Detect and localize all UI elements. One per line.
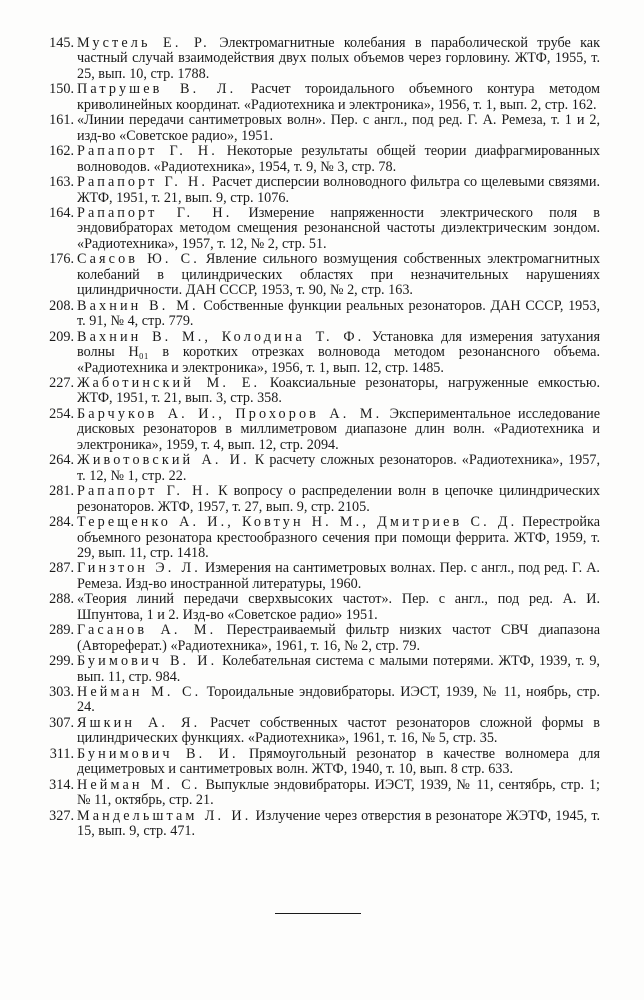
reference-text: Расчет тороидального объемного контура методом криволинейных координат. «Радиотехника и электроника», 1956, т. 1, вып. 2, стр. 162. xyxy=(77,81,600,113)
reference-body xyxy=(77,376,600,407)
reference-entry xyxy=(40,113,600,144)
reference-body xyxy=(77,82,600,113)
reference-text: Собственные функции реальных резонаторов. ДАН СССР, 1953, т. 91, № 4, стр. 779. xyxy=(77,297,600,330)
reference-text: Выпуклые эндовибраторы. ИЭСТ, 1939, № 11, сентябрь, стр. 1; № 11, октябрь, стр. 21. xyxy=(77,776,600,809)
reference-entry xyxy=(40,330,600,376)
reference-body xyxy=(77,592,600,623)
reference-author: Мустель Е. Р. xyxy=(77,35,210,51)
reference-body xyxy=(77,685,600,716)
reference-number: 311. xyxy=(49,745,74,762)
reference-text: Колебательная система с малыми потерями. ЖТФ, 1939, т. 9, вып. 11, стр. 984. xyxy=(77,653,600,685)
reference-text: Расчет дисперсии волноводного фильтра со щелевыми связями. ЖТФ, 1951, т. 21, вып. 9, стр. 1076. xyxy=(77,174,601,206)
reference-entry xyxy=(40,82,600,113)
reference-author: Гинзтон Э. Л. xyxy=(77,560,201,577)
reference-text: Коаксиальные резонаторы, нагруженные емкостью. ЖТФ, 1951, т. 21, вып. 3, стр. 358. xyxy=(77,374,600,407)
reference-author: Рапапорт Г. Н. xyxy=(77,174,209,191)
reference-body xyxy=(77,747,600,778)
reference-number: 289. xyxy=(49,622,74,639)
reference-entry xyxy=(40,809,600,840)
reference-text: «Линии передачи сантиметровых волн». Пер. с англ., под ред. Г. А. Ремеза, т. 1 и 2, изд-во «Советское радио», 1951. xyxy=(77,112,600,144)
reference-text: Экспериментальное исследование дисковых резонаторов в миллиметровом диапазоне длин волн. «Радиотехника и электроника», 1959, т. 4, вып. 12, стр. 2094. xyxy=(77,405,600,453)
reference-number: 164. xyxy=(49,204,74,221)
reference-number: 299. xyxy=(49,653,74,670)
reference-number: 163. xyxy=(49,174,74,191)
reference-body xyxy=(77,206,600,252)
reference-text: Расчет собственных частот резонаторов сложной формы в цилиндрических функциях. «Радиотехника», 1961, т. 16, № 5, стр. 35. xyxy=(77,714,601,747)
reference-text: Перестраиваемый фильтр низких частот СВЧ диапазона (Автореферат.) «Радиотехника», 1961, т. 16, № 2, стр. 79. xyxy=(77,622,600,654)
reference-body xyxy=(77,623,600,654)
reference-author: Патрушев В. Л. xyxy=(77,81,237,98)
reference-text: Прямоугольный резонатор в качестве волномера для дециметровых и сантиметровых волн. ЖТФ, 1940, т. 10, вып. 8 стр. 633. xyxy=(77,745,600,778)
reference-entry xyxy=(40,175,600,206)
reference-body xyxy=(77,778,600,809)
reference-text: Перестройка объемного резонатора крестообразного сечения при помощи феррита. ЖТФ, 1959, т. 29, вып. 11, стр. 1418. xyxy=(77,514,600,561)
reference-number: 176. xyxy=(49,251,74,268)
reference-author: Гасанов А. М. xyxy=(77,622,217,639)
reference-author: Терещенко А. И., Ковтун Н. М., Дмитриев С. Д. xyxy=(77,514,518,531)
reference-number: 327. xyxy=(49,807,74,824)
reference-body xyxy=(77,654,600,685)
reference-text: Электромагнитные колебания в параболической трубе как частный случай взаимодействия двух полых объемов через горловину. ЖТФ, 1955, т. 25, вып. 10, стр. 1788. xyxy=(77,35,601,82)
reference-author: Вахнин В. М., Колодина Т. Ф. xyxy=(77,328,365,345)
reference-number: 287. xyxy=(49,560,74,577)
reference-text: Тороидальные эндовибраторы. ИЭСТ, 1939, № 11, ноябрь, стр. 24. xyxy=(77,684,600,716)
reference-entry xyxy=(40,206,600,252)
reference-author: Барчуков А. И., Прохоров А. М. xyxy=(77,405,383,422)
reference-entry xyxy=(40,407,600,453)
reference-entry xyxy=(40,778,600,809)
reference-author: Вахнин В. М. xyxy=(77,297,199,314)
reference-entry xyxy=(40,716,600,747)
reference-author: Рапапорт Г. Н. xyxy=(77,483,213,500)
reference-number: 284. xyxy=(49,514,74,531)
reference-body xyxy=(77,252,600,298)
reference-entry xyxy=(40,592,600,623)
reference-number: 288. xyxy=(49,591,74,608)
reference-number: 209. xyxy=(49,328,74,345)
reference-author: Нейман М. С. xyxy=(77,776,201,793)
reference-entry xyxy=(40,36,600,82)
reference-author: Животовский А. И. xyxy=(77,452,250,469)
reference-entry xyxy=(40,654,600,685)
reference-text: К вопросу о распределении волн в цепочке цилиндрических резонаторов. ЖТФ, 1957, т. 27, вып. 9, стр. 2105. xyxy=(77,483,600,515)
reference-author: Рапапорт Г. Н. xyxy=(77,143,218,160)
reference-entry xyxy=(40,561,600,592)
reference-number: 162. xyxy=(49,143,74,160)
reference-entry xyxy=(40,376,600,407)
reference-author: Яшкин А. Я. xyxy=(77,714,201,731)
reference-body xyxy=(77,144,600,175)
reference-text: «Теория линий передачи сверхвысоких частот». Пер. с англ., под ред. А. И. Шпунтова, 1 и 2. Изд-во «Советское радио» 1951. xyxy=(77,591,600,623)
reference-author: Нейман М. С. xyxy=(77,684,202,701)
reference-body xyxy=(77,453,600,484)
reference-entry xyxy=(40,515,600,561)
reference-body xyxy=(77,515,600,561)
reference-text: К расчету сложных резонаторов. «Радиотехника», 1957, т. 12, № 1, стр. 22. xyxy=(77,452,600,484)
reference-list xyxy=(40,36,600,840)
reference-number: 281. xyxy=(49,483,74,500)
reference-author: Саясов Ю. С. xyxy=(77,251,200,268)
reference-entry xyxy=(40,747,600,778)
reference-entry xyxy=(40,144,600,175)
section-divider xyxy=(275,913,361,914)
reference-author: Рапапорт Г. Н. xyxy=(77,204,233,221)
reference-number: 254. xyxy=(49,405,74,422)
reference-entry xyxy=(40,685,600,716)
reference-body xyxy=(77,175,600,206)
reference-number: 145. xyxy=(49,35,74,51)
reference-body xyxy=(77,407,600,453)
reference-number: 161. xyxy=(49,112,74,129)
reference-text: Установка для измерения затухания волны H₀₁ в коротких отрезках волновода методом резонансного объема. «Радиотехника и электроника», 1956, т. 1, вып. 12, стр. 1485. xyxy=(77,328,601,376)
reference-text: Измерение напряженности электрического поля в эндовибраторах методом смещения резонансной частоты диэлектрическим зондом. «Радиотехника», 1957, т. 12, № 2, стр. 51. xyxy=(77,204,600,252)
reference-number: 264. xyxy=(49,452,74,469)
reference-number: 303. xyxy=(49,684,74,701)
reference-number: 307. xyxy=(49,714,74,731)
reference-body xyxy=(77,330,600,376)
reference-body xyxy=(77,113,600,144)
reference-body xyxy=(77,809,600,840)
reference-number: 227. xyxy=(49,374,74,391)
reference-text: Излучение через отверстия в резонаторе ЖЭТФ, 1945, т. 15, вып. 9, стр. 471. xyxy=(77,807,600,840)
reference-body xyxy=(77,484,600,515)
reference-entry xyxy=(40,252,600,298)
reference-entry xyxy=(40,453,600,484)
reference-body xyxy=(77,561,600,592)
reference-text: Явление сильного возмущения собственных электромагнитных колебаний в цилиндрических областях при незначительных нарушениях цилиндричности. ДАН СССР, 1953, т. 90, № 2, стр. 163. xyxy=(77,251,600,299)
reference-entry xyxy=(40,623,600,654)
reference-author: Мандельштам Л. И. xyxy=(77,807,252,824)
reference-text: Некоторые результаты общей теории диафрагмированных волноводов. «Радиотехника», 1954, т. 9, № 3, стр. 78. xyxy=(77,143,601,175)
reference-body xyxy=(77,36,600,82)
reference-text: Измерения на сантиметровых волнах. Пер. с англ., под ред. Г. А. Ремеза. Изд-во иностранной литературы, 1960. xyxy=(77,560,600,592)
reference-author: Жаботинский М. Е. xyxy=(77,374,261,391)
reference-body xyxy=(77,299,600,330)
reference-number: 150. xyxy=(49,81,74,98)
reference-author: Буимович В. И. xyxy=(77,653,218,670)
reference-entry xyxy=(40,484,600,515)
reference-entry xyxy=(40,299,600,330)
reference-body xyxy=(77,716,600,747)
reference-number: 314. xyxy=(49,776,74,793)
reference-author: Бунимович В. И. xyxy=(77,745,239,762)
reference-number: 208. xyxy=(49,297,74,314)
